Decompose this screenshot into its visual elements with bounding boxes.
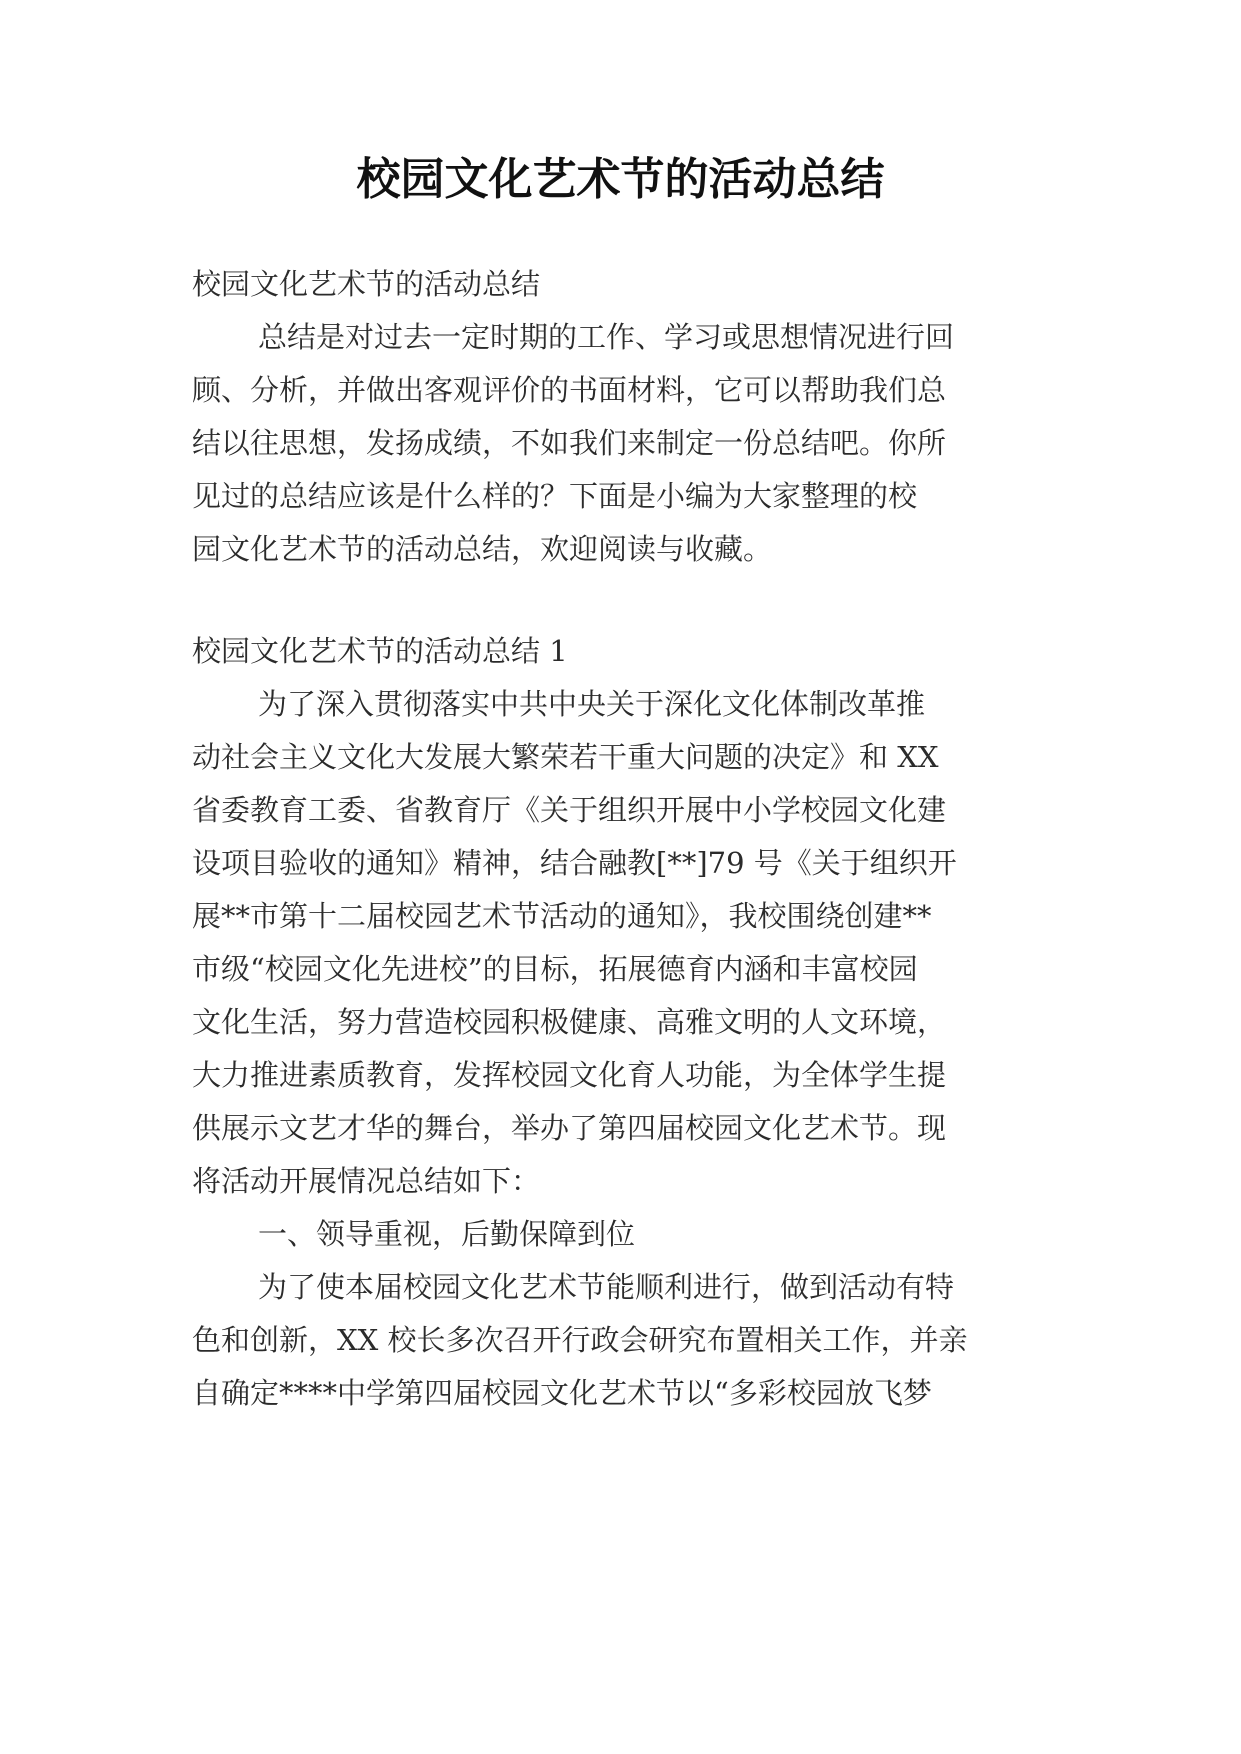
text-line: 大力推进素质教育，发挥校园文化育人功能，为全体学生提	[192, 1058, 947, 1092]
text-line: 结以往思想，发扬成绩，不如我们来制定一份总结吧。你所	[192, 426, 947, 460]
text-line: 将活动开展情况总结如下：	[192, 1164, 541, 1198]
text-line: 供展示文艺才华的舞台，举办了第四届校园文化艺术节。现	[192, 1111, 947, 1145]
text-line: 动社会主义文化大发展大繁荣若干重大问题的决定》和 XX	[192, 740, 939, 774]
text-line: 为了深入贯彻落实中共中央关于深化文化体制改革推	[258, 687, 926, 721]
text-line: 园文化艺术节的活动总结，欢迎阅读与收藏。	[192, 532, 773, 566]
document-title: 校园文化艺术节的活动总结	[356, 154, 885, 205]
text-line: 设项目验收的通知》精神，结合融教[**]79 号《关于组织开	[192, 846, 957, 880]
text-line: 展**市第十二届校园艺术节活动的通知》，我校围绕创建**	[192, 899, 932, 933]
text-line: 色和创新，XX 校长多次召开行政会研究布置相关工作，并亲	[192, 1323, 968, 1357]
text-line: 总结是对过去一定时期的工作、学习或思想情况进行回	[258, 320, 955, 354]
section-heading: 校园文化艺术节的活动总结 1	[192, 634, 568, 668]
text-line-subtitle: 校园文化艺术节的活动总结	[192, 267, 541, 301]
text-line: 顾、分析，并做出客观评价的书面材料，它可以帮助我们总	[192, 373, 947, 407]
text-line: 为了使本届校园文化艺术节能顺利进行，做到活动有特	[258, 1270, 955, 1304]
text-line: 省委教育工委、省教育厅《关于组织开展中小学校园文化建	[192, 793, 947, 827]
subsection-heading: 一、领导重视，后勤保障到位	[258, 1217, 636, 1251]
text-line: 见过的总结应该是什么样的？下面是小编为大家整理的校	[192, 479, 918, 513]
text-line: 文化生活，努力营造校园积极健康、高雅文明的人文环境，	[192, 1005, 947, 1039]
text-line: 自确定****中学第四届校园文化艺术节以“多彩校园放飞梦	[192, 1376, 932, 1410]
text-line: 市级“校园文化先进校”的目标，拓展德育内涵和丰富校园	[192, 952, 918, 986]
